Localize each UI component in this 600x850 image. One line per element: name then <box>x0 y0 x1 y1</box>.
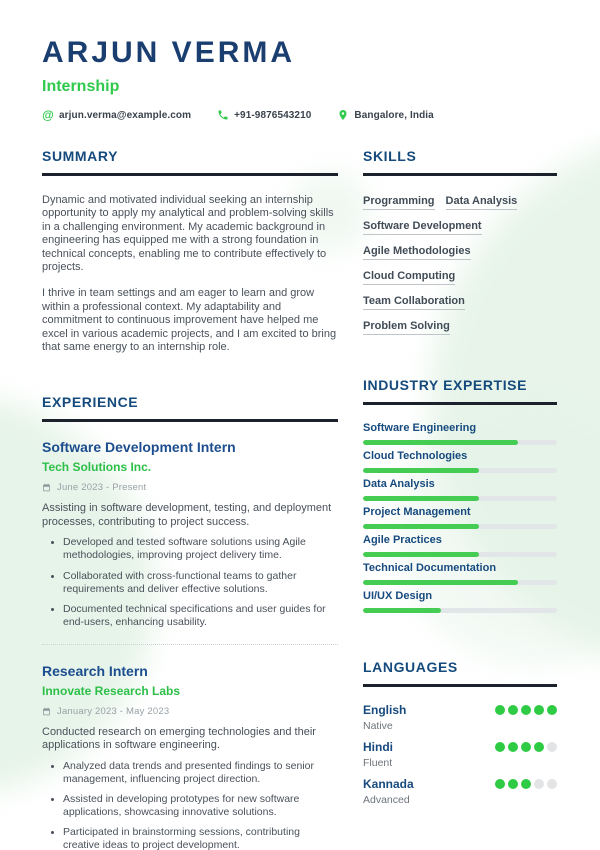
expertise-bar-fill <box>363 608 441 613</box>
proficiency-dot-filled <box>521 705 531 715</box>
expertise-bar-track <box>363 468 557 473</box>
contact-item <box>337 109 433 121</box>
summary-paragraph: Dynamic and motivated individual seeking an internship opportunity to apply my analytical and problem-solving skills in a challenging environment. My academic background in engineering has equipped me with a strong foundation in technical concepts, enabling me to contribute effectively to projects. <box>42 194 334 274</box>
job-bullet: • Documented technical specifications and user guides for end-users, enhancing usability. <box>63 603 338 629</box>
proficiency-dot-filled <box>495 742 505 752</box>
proficiency-dot-filled <box>495 779 505 789</box>
job-bullet-list <box>63 760 338 850</box>
expertise-label: Project Management <box>363 506 471 518</box>
skill-item: Problem Solving <box>363 320 450 335</box>
expertise-item <box>363 506 557 529</box>
location-pin-icon <box>337 109 349 121</box>
phone-icon <box>217 109 229 121</box>
proficiency-dot-filled <box>495 705 505 715</box>
expertise-bar-track <box>363 552 557 557</box>
job-entry <box>42 439 338 629</box>
proficiency-dot-filled <box>534 742 544 752</box>
expertise-item <box>363 450 557 473</box>
calendar-icon <box>42 483 51 492</box>
job-date: June 2023 - Present <box>57 482 147 494</box>
proficiency-dot-filled <box>547 705 557 715</box>
expertise-label: Cloud Technologies <box>363 450 468 462</box>
experience-section <box>42 394 338 850</box>
skills-heading: SKILLS <box>363 148 417 164</box>
expertise-bar-track <box>363 524 557 529</box>
language-name: Hindi <box>363 740 393 754</box>
job-date: January 2023 - May 2023 <box>57 706 170 718</box>
language-level: Advanced <box>363 794 410 806</box>
language-info <box>363 740 393 769</box>
contact-row <box>42 109 558 121</box>
job-description: Assisting in software development, testing, and deployment processes, contributing to project success. <box>42 502 332 528</box>
proficiency-dot-filled <box>534 705 544 715</box>
skills-section <box>363 148 557 335</box>
expertise-bar-fill <box>363 552 479 557</box>
language-name: Kannada <box>363 777 414 791</box>
right-column <box>363 148 557 850</box>
person-name: ARJUN VERMA <box>42 36 296 69</box>
expertise-label: Agile Practices <box>363 534 442 546</box>
job-company: Tech Solutions Inc. <box>42 460 152 475</box>
skill-item: Data Analysis <box>446 195 518 210</box>
proficiency-dot-filled <box>508 705 518 715</box>
expertise-bar-track <box>363 580 557 585</box>
expertise-label: UI/UX Design <box>363 590 433 602</box>
expertise-bar-fill <box>363 496 479 501</box>
expertise-item <box>363 562 557 585</box>
job-date-row <box>42 706 338 717</box>
proficiency-dot-filled <box>521 742 531 752</box>
section-rule <box>363 173 557 176</box>
language-list <box>363 703 557 806</box>
calendar-icon <box>42 707 51 716</box>
summary-heading: SUMMARY <box>42 148 119 164</box>
expertise-bar-fill <box>363 468 479 473</box>
expertise-bar-fill <box>363 580 518 585</box>
skill-item: Software Development <box>363 220 482 235</box>
expertise-list <box>363 422 557 613</box>
expertise-bar-fill <box>363 524 479 529</box>
skills-list <box>363 195 557 335</box>
proficiency-dot-empty <box>547 779 557 789</box>
expertise-bar-track <box>363 496 557 501</box>
summary-section <box>42 148 338 354</box>
skill-item: Cloud Computing <box>363 270 455 285</box>
section-rule <box>42 173 338 176</box>
contact-text: Bangalore, India <box>354 109 434 121</box>
expertise-bar-track <box>363 608 557 613</box>
expertise-bar-track <box>363 440 557 445</box>
language-row <box>363 777 557 806</box>
language-info <box>363 777 414 806</box>
skill-item: Programming <box>363 195 435 210</box>
left-column <box>42 148 338 850</box>
section-rule <box>42 419 338 422</box>
language-dot-scale <box>495 779 557 789</box>
resume-header <box>0 0 600 121</box>
at-icon: @ <box>42 108 54 122</box>
contact-item <box>217 109 311 121</box>
job-company: Innovate Research Labs <box>42 684 181 699</box>
expertise-label: Data Analysis <box>363 478 435 490</box>
proficiency-dot-filled <box>508 779 518 789</box>
language-name: English <box>363 703 407 717</box>
language-info <box>363 703 406 732</box>
job-entry <box>42 644 338 850</box>
languages-heading: LANGUAGES <box>363 659 458 675</box>
proficiency-dot-empty <box>547 742 557 752</box>
contact-item <box>42 109 191 121</box>
languages-section <box>363 659 557 806</box>
job-divider <box>42 644 338 645</box>
experience-heading: EXPERIENCE <box>42 394 139 411</box>
industry-expertise-section <box>363 377 557 613</box>
industry-expertise-heading: INDUSTRY EXPERTISE <box>363 377 528 393</box>
job-bullet: • Participated in brainstorming sessions, contributing creative ideas to project development. <box>63 826 338 850</box>
summary-body <box>42 194 338 354</box>
expertise-label: Software Engineering <box>363 422 477 434</box>
job-title: Research Intern <box>42 663 148 680</box>
job-bullet: • Collaborated with cross-functional teams to gather requirements and deliver effective solutions. <box>63 570 338 596</box>
expertise-item <box>363 422 557 445</box>
contact-text: arjun.verma@example.com <box>59 109 192 121</box>
proficiency-dot-filled <box>521 779 531 789</box>
job-bullet: • Assisted in developing prototypes for new software applications, showcasing innovative solutions. <box>63 793 338 819</box>
skill-item: Agile Methodologies <box>363 245 471 260</box>
job-list <box>42 439 338 850</box>
target-role: Internship <box>42 78 120 95</box>
language-row <box>363 703 557 732</box>
resume-body <box>42 148 557 850</box>
section-rule <box>363 402 557 405</box>
job-title: Software Development Intern <box>42 439 236 456</box>
language-dot-scale <box>495 705 557 715</box>
proficiency-dot-filled <box>508 742 518 752</box>
expertise-item <box>363 534 557 557</box>
job-bullet: • Developed and tested software solutions using Agile methodologies, improving project delivery time. <box>63 536 338 562</box>
language-level: Native <box>363 720 393 732</box>
language-dot-scale <box>495 742 557 752</box>
job-bullet: • Analyzed data trends and presented findings to senior management, influencing project direction. <box>63 760 338 786</box>
contact-text: +91-9876543210 <box>234 109 312 121</box>
expertise-item <box>363 590 557 613</box>
expertise-item <box>363 478 557 501</box>
job-description: Conducted research on emerging technologies and their applications in software engineering. <box>42 726 316 752</box>
skill-item: Team Collaboration <box>363 295 465 310</box>
summary-paragraph: I thrive in team settings and am eager to learn and grow within a professional context. My adaptability and commitment to continuous improvement have helped me excel in various academic projects, and I am excited to bring that same energy to an internship role. <box>42 287 337 354</box>
language-row <box>363 740 557 769</box>
job-date-row <box>42 482 338 493</box>
expertise-label: Technical Documentation <box>363 562 497 574</box>
job-bullet-list <box>63 536 338 629</box>
section-rule <box>363 684 557 687</box>
proficiency-dot-empty <box>534 779 544 789</box>
language-level: Fluent <box>363 757 393 769</box>
expertise-bar-fill <box>363 440 518 445</box>
